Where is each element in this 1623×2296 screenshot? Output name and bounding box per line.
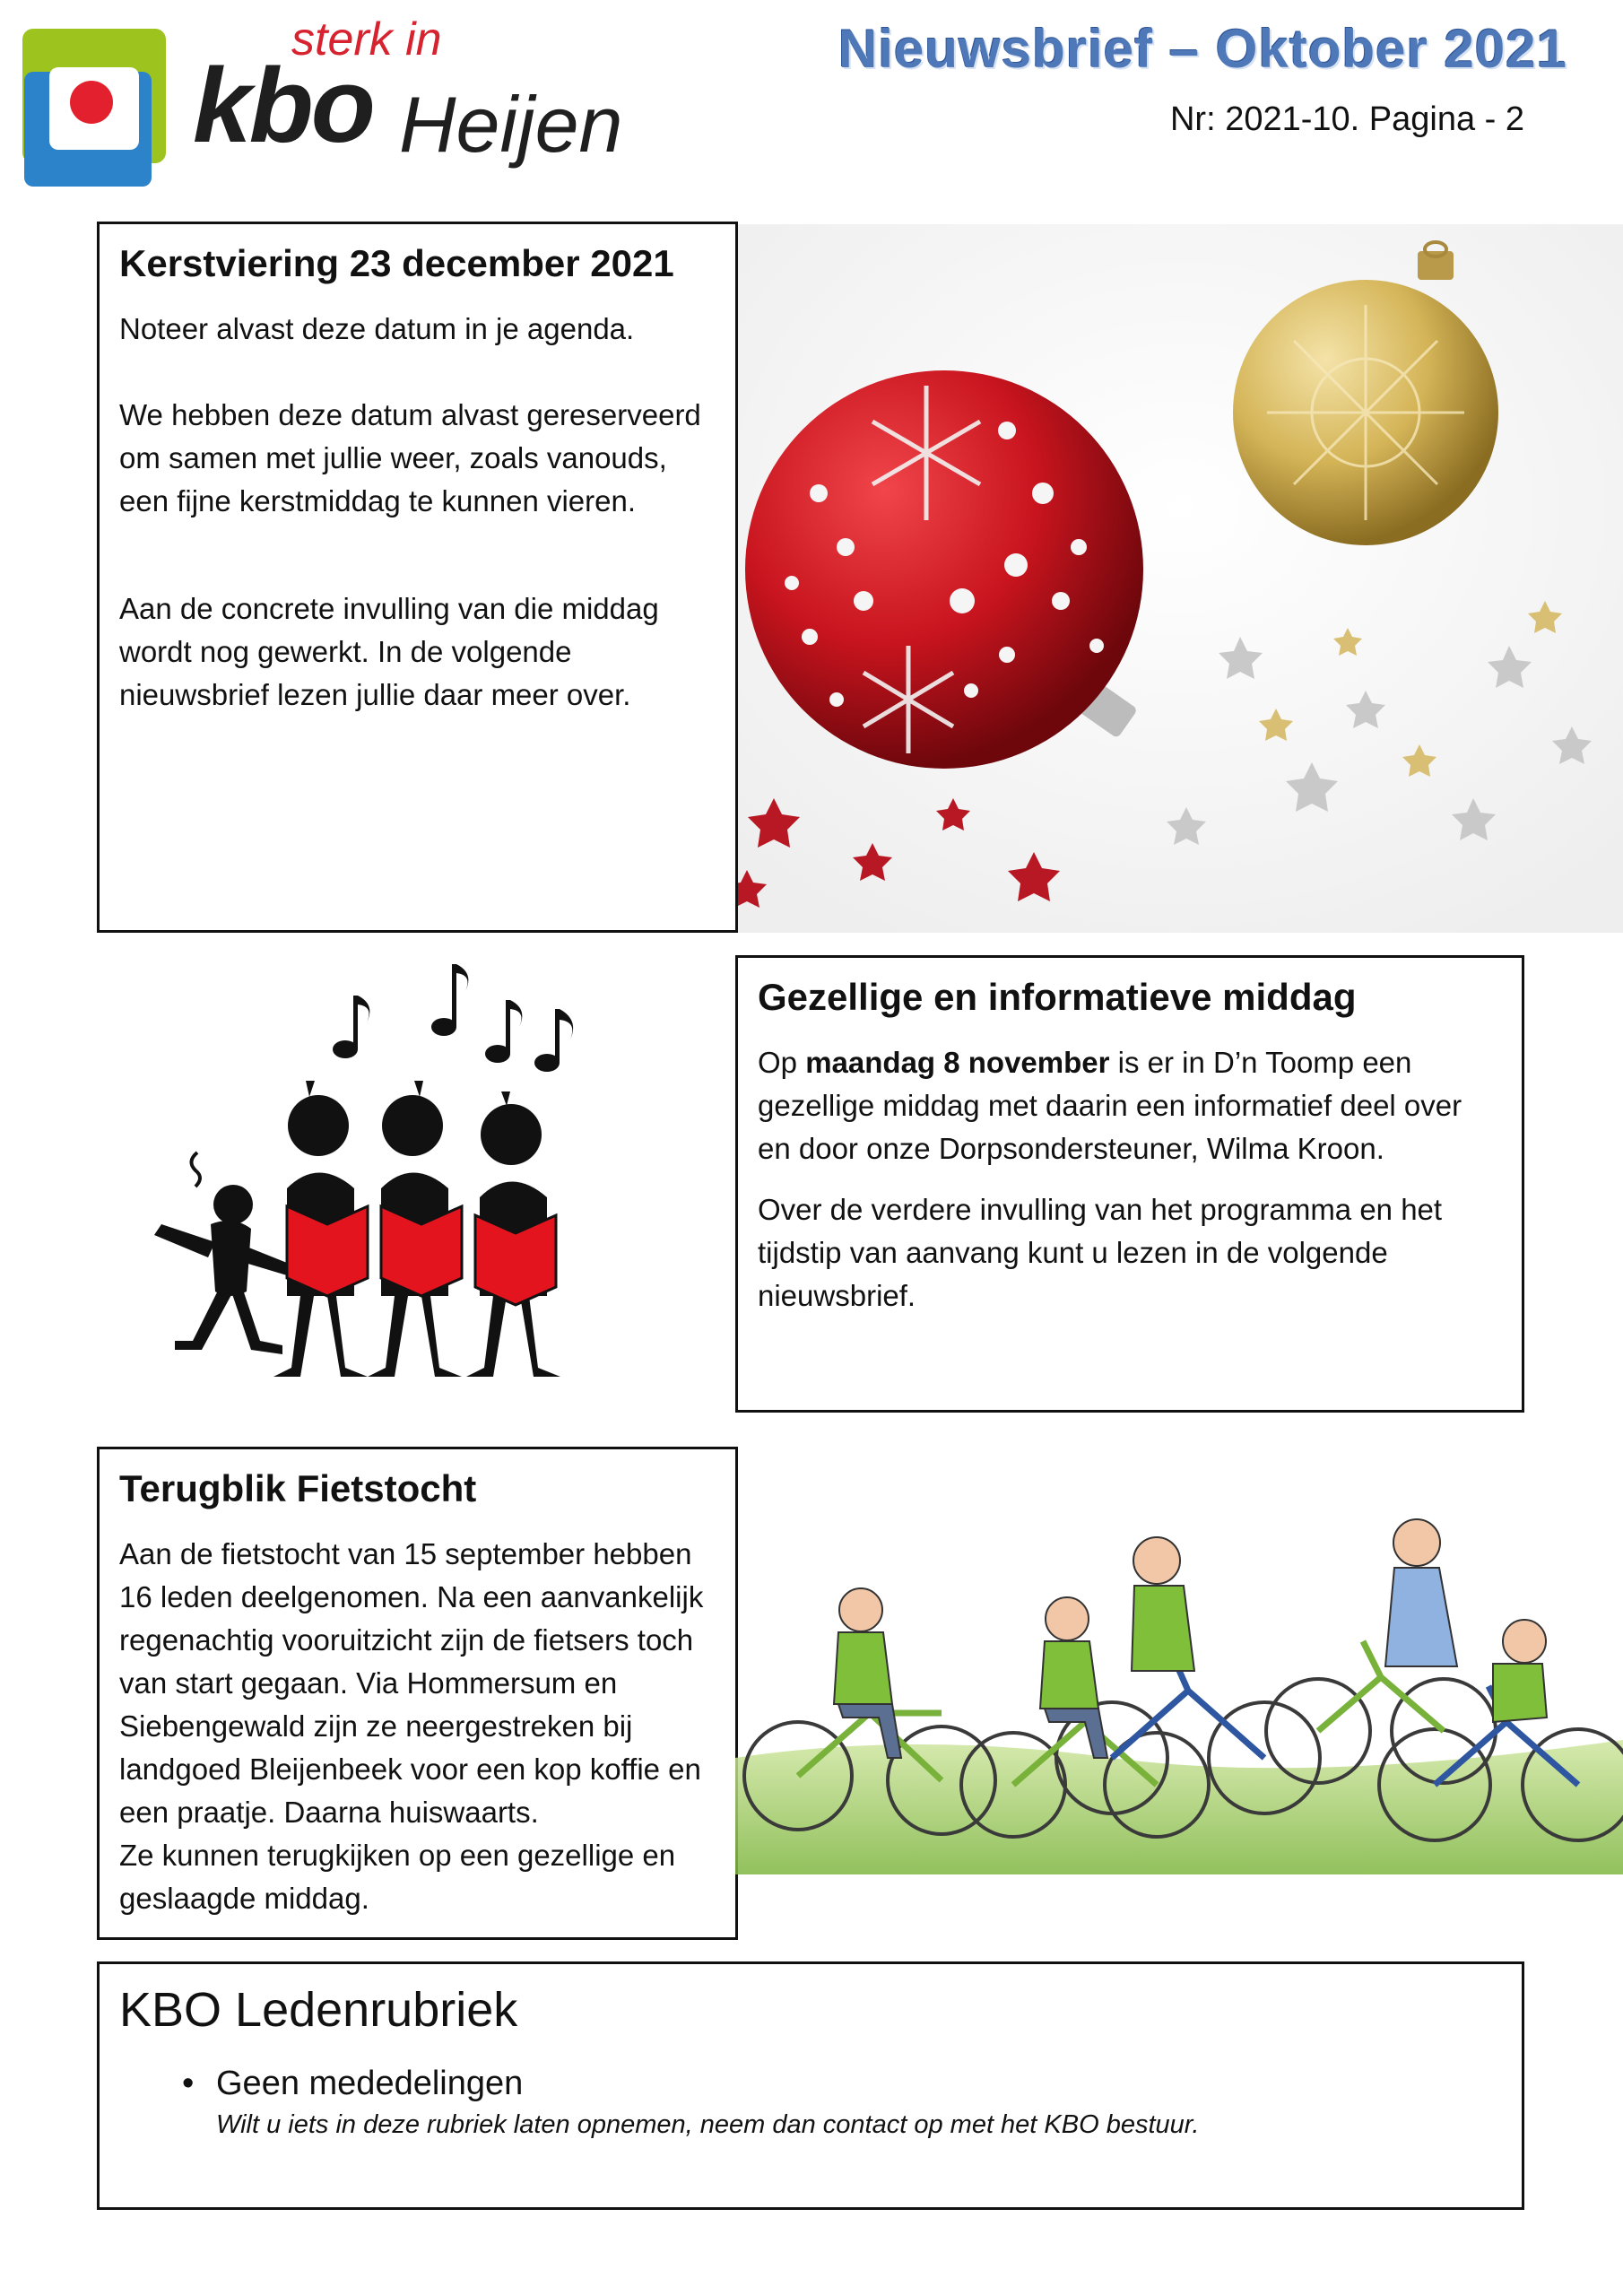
red-ornament	[745, 370, 1143, 769]
music-note-icon	[485, 1000, 522, 1063]
fietstocht-p1: Aan de fietstocht van 15 september hebben 16 leden deelgenomen. Na een aanvankelijk regenachtig vooruitzicht zijn de fietsers toch van start gegaan. Via Hommersum en Siebengewald zijn ze neergestreken bij landgoed Bleijenbeek voor een kop koffie en een praatje. Daarna huiswaarts.	[119, 1536, 704, 1829]
christmas-ornaments-image	[738, 224, 1623, 933]
kerstviering-p1: Noteer alvast deze datum in je agenda.	[119, 311, 635, 345]
logo-tagline: sterk in	[291, 13, 442, 65]
middag-p1-pre: Op	[758, 1045, 806, 1079]
middag-title: Gezellige en informatieve middag	[758, 976, 1357, 1018]
singing-choir-image	[108, 946, 690, 1413]
ledenrubriek-box	[97, 1961, 1524, 2210]
middag-p1	[758, 1041, 1502, 1170]
conductor-figure	[154, 1152, 291, 1354]
newsletter-title: Nieuwsbrief – Oktober 2021	[838, 19, 1567, 79]
music-notes	[333, 964, 573, 1072]
kbo-logo	[22, 13, 623, 188]
ledenrubriek-item-label: Geen mededelingen	[216, 2064, 524, 2102]
middag-p1-post: is er in D’n Toomp een gezellige middag met daarin een informatief deel over en door onze Dorpsondersteuner, Wilma Kroon.	[758, 1045, 1462, 1165]
kerstviering-p3: Aan de concrete invulling van die middag wordt nog gewerkt. In de volgende nieuwsbrief lezen jullie daar meer over.	[119, 591, 659, 711]
middag-box	[735, 955, 1524, 1413]
middag-date: maandag 8 november	[805, 1045, 1110, 1079]
logo-brand: kbo	[193, 47, 373, 165]
kerstviering-box	[97, 222, 738, 933]
bullet-icon: •	[182, 2064, 195, 2102]
riders	[834, 1519, 1547, 1758]
logo-red-dot	[70, 81, 113, 124]
kerstviering-p2: We hebben deze datum alvast gereserveerd om samen met jullie weer, zoals vanouds, een fijne kerstmiddag te kunnen vieren.	[119, 397, 701, 517]
singer-figures	[273, 1081, 560, 1377]
kerstviering-title: Kerstviering 23 december 2021	[119, 242, 674, 284]
music-note-icon	[431, 964, 468, 1036]
ledenrubriek-note: Wilt u iets in deze rubriek laten opnemen, neem dan contact op met het KBO bestuur.	[216, 2109, 1200, 2139]
ledenrubriek-title: KBO Ledenrubriek	[119, 1983, 518, 2037]
fietstocht-title: Terugblik Fietstocht	[119, 1467, 477, 1509]
middag-p2: Over de verdere invulling van het programma en het tijdstip van aanvang kunt u lezen in de volgende nieuwsbrief.	[758, 1192, 1443, 1312]
logo-place: Heijen	[399, 80, 623, 169]
cyclists-image	[735, 1489, 1623, 1892]
music-note-icon	[534, 1009, 573, 1072]
issue-line: Nr: 2021-10. Pagina - 2	[1169, 100, 1524, 138]
ledenrubriek-item	[119, 2061, 1502, 2106]
music-note-icon	[333, 996, 369, 1058]
fietstocht-p2: Ze kunnen terugkijken op een gezellige en geslaagde middag.	[119, 1838, 676, 1915]
fietstocht-box	[97, 1447, 738, 1940]
